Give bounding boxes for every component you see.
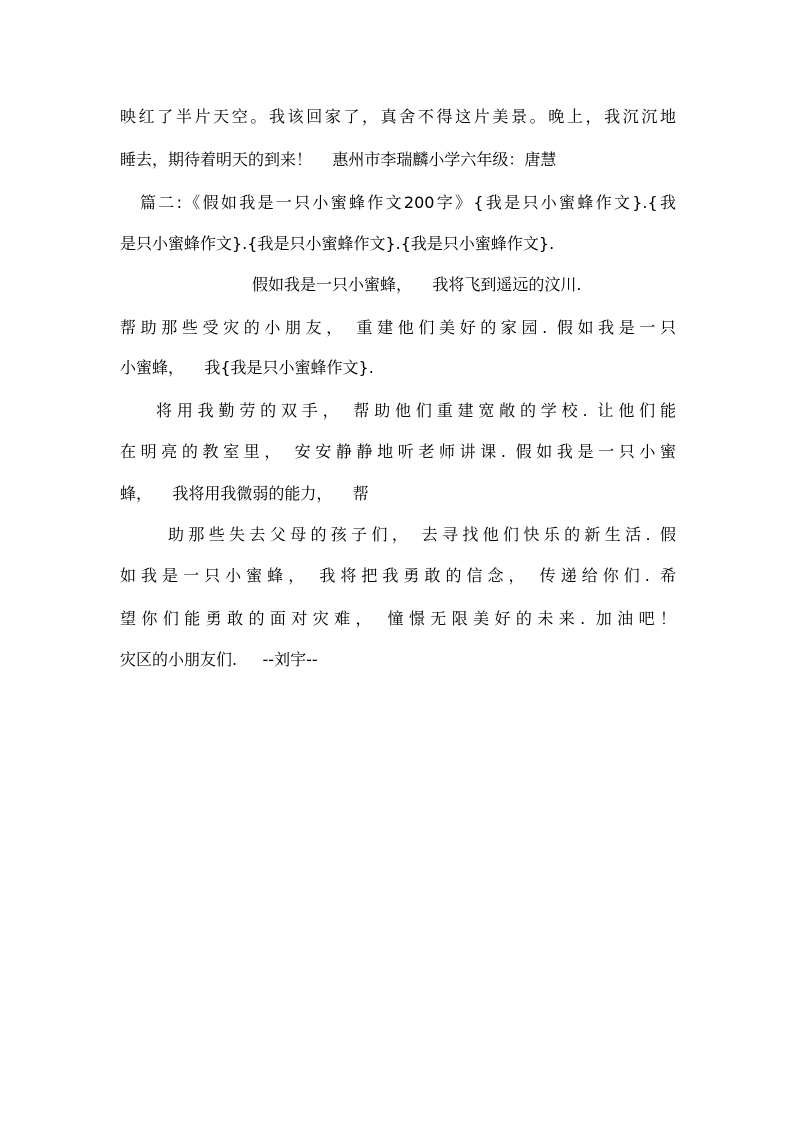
text-line-5: 假如我是一只小蜜蜂， 我将飞到遥远的汶川. (252, 275, 582, 294)
text-line-11: 助那些失去父母的孩子们， 去寻找他们快乐的新生活. 假 (168, 525, 676, 544)
text-line-7: 小蜜蜂， 我{我是只小蜜蜂作文}. (120, 358, 374, 377)
text-line-8: 将用我勤劳的双手， 帮助他们重建宽敞的学校. 让他们能 (156, 401, 676, 420)
text-line-3: 篇二:《假如我是一只小蜜蜂作文200字》{我是只小蜜蜂作文}.{我 (140, 193, 676, 212)
text-line-12: 如我是一只小蜜蜂， 我将把我勇敢的信念， 传递给你们. 希 (120, 566, 676, 585)
text-line-13: 望你们能勇敢的面对灾难， 憧憬无限美好的未来. 加油吧！ (120, 609, 676, 628)
text-line-1: 映红了半片天空。我该回家了，真舍不得这片美景。晚上，我沉沉地 (120, 107, 676, 126)
text-line-9: 在明亮的教室里， 安安静静地听老师讲课. 假如我是一只小蜜 (120, 442, 676, 461)
text-line-10: 蜂， 我将用我微弱的能力， 帮 (120, 484, 369, 503)
text-line-6: 帮助那些受灾的小朋友， 重建他们美好的家园. 假如我是一只 (120, 318, 676, 337)
text-line-2: 睡去，期待着明天的到来！ 惠州市李瑞麟小学六年级：唐慧 (120, 150, 557, 169)
text-line-14: 灾区的小朋友们. --刘宇-- (120, 650, 318, 669)
text-line-4: 是只小蜜蜂作文}.{我是只小蜜蜂作文}.{我是只小蜜蜂作文}. (120, 234, 555, 253)
